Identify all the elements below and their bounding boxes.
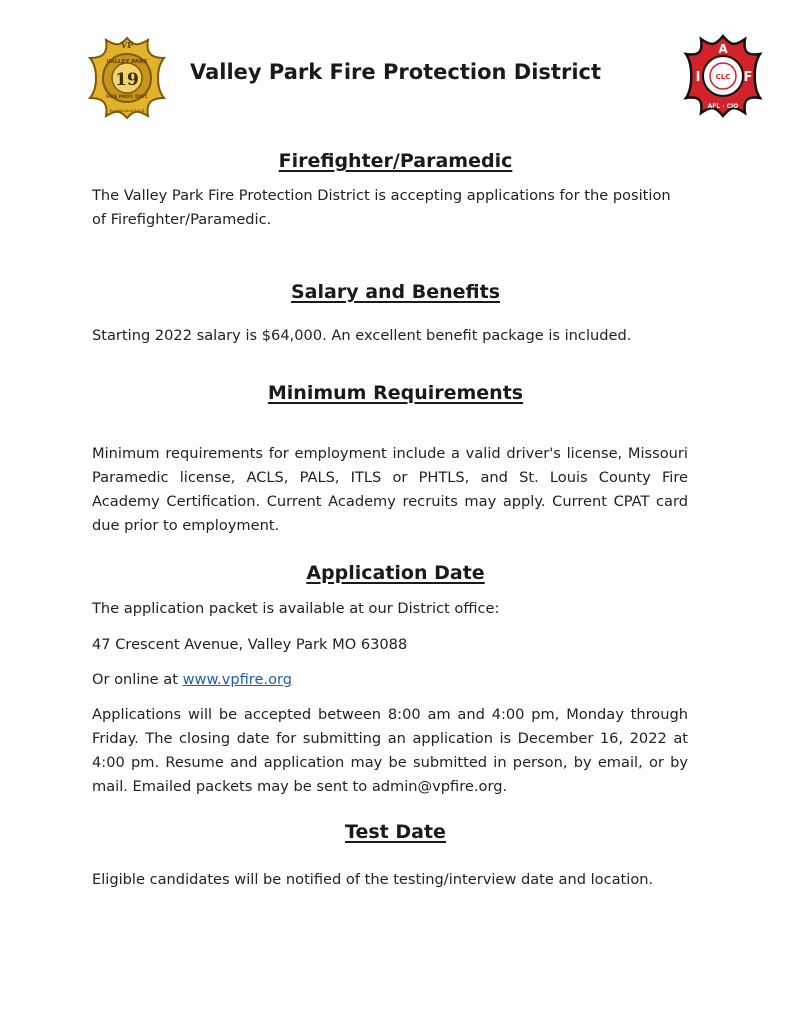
badge-arc-text: VALLEY PARK: [106, 59, 148, 65]
iaff-letter-top: A: [718, 42, 728, 56]
page-header: [0, 28, 791, 128]
application-details: Applications will be accepted between 8:00 am and 4:00 pm, Monday through Friday. The closing date for submitting an application is December 16, 2022 at 4:00 pm. Resume and application may be submitted in person, by email, or by mail. Emailed packets may be sent to admin@vpfire.org.: [92, 706, 688, 795]
heading-position: Firefighter/Paramedic: [278, 150, 513, 172]
badge-bottom-text: FIRE PROT. DIST.: [106, 95, 148, 100]
heading-salary: Salary and Benefits: [290, 281, 501, 303]
badge-est-text: Established 1934: [109, 108, 145, 113]
badge-top-text: VP: [120, 40, 134, 50]
heading-application: Application Date: [306, 562, 485, 584]
website-link[interactable]: www.vpfire.org: [182, 671, 293, 688]
district-address: 47 Crescent Avenue, Valley Park MO 63088: [92, 636, 408, 653]
requirements-paragraph: Minimum requirements for employment include a valid driver's license, Missouri Paramedic license, ACLS, PALS, ITLS or PHTLS, and St. Louis County Fire Academy Certification. Current Academy recruits may apply. Current CPAT card due prior to employment.: [92, 445, 688, 534]
iaff-local-text: AFL · CIO: [707, 103, 739, 110]
iaff-maltese-cross-icon: [681, 34, 765, 118]
test-paragraph: Eligible candidates will be notified of the testing/interview date and location.: [92, 871, 654, 888]
page-title: Valley Park Fire Protection District: [189, 60, 602, 84]
online-prefix: Or online at: [92, 671, 183, 688]
online-line: [92, 668, 688, 692]
iaff-letter-left: I: [695, 70, 701, 85]
heading-test: Test Date: [345, 821, 446, 843]
iaff-letter-right: F: [743, 70, 753, 85]
iaff-center-text: CLC: [715, 73, 731, 81]
heading-requirements: Minimum Requirements: [267, 382, 524, 404]
salary-paragraph: Starting 2022 salary is $64,000. An excellent benefit package is included.: [92, 327, 632, 344]
application-availability: The application packet is available at our District office:: [92, 600, 500, 617]
badge-number: 19: [115, 70, 139, 90]
position-paragraph: The Valley Park Fire Protection District is accepting applications for the position of Firefighter/Paramedic.: [92, 187, 671, 228]
